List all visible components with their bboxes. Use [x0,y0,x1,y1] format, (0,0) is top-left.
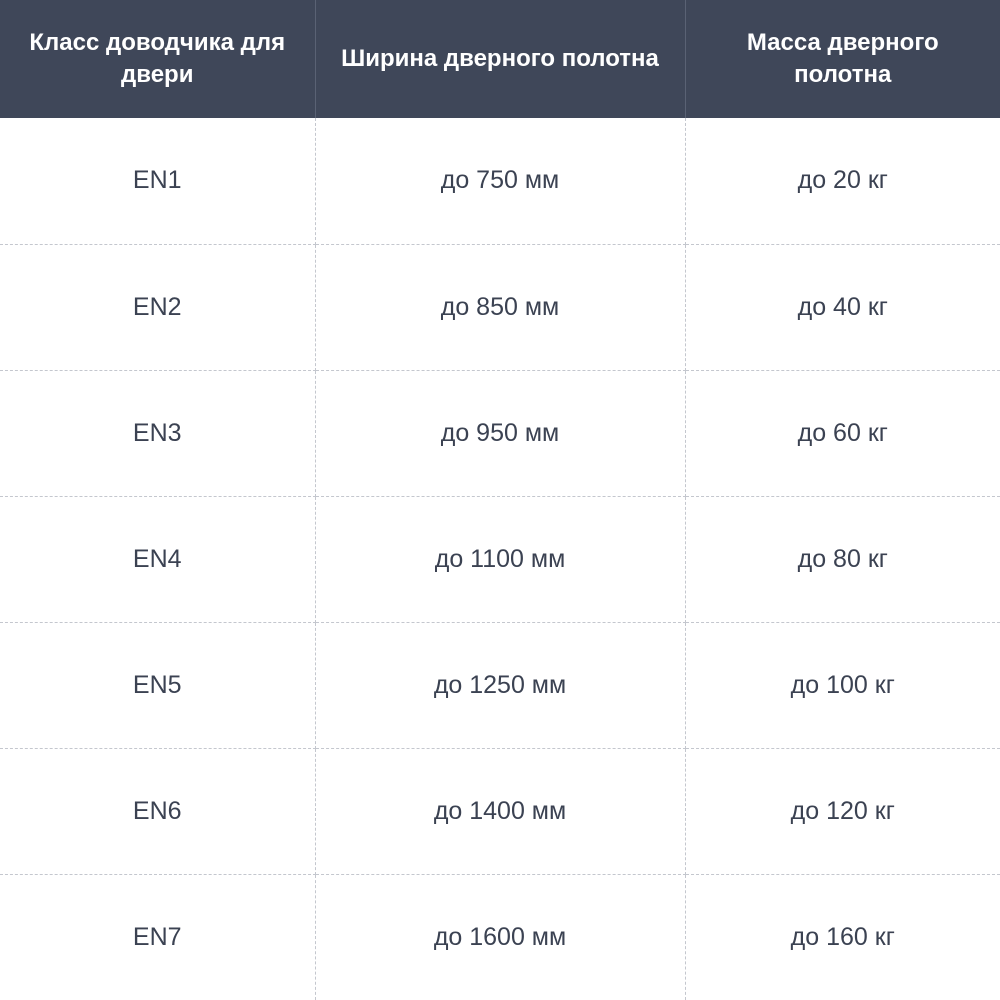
cell-door-mass: до 100 кг [685,622,1000,748]
cell-door-width: до 1600 мм [315,874,685,1000]
cell-door-mass: до 60 кг [685,370,1000,496]
cell-door-width: до 850 мм [315,244,685,370]
table-row [0,622,1000,748]
table-row [0,118,1000,244]
cell-closer-class: EN2 [0,244,315,370]
cell-door-width: до 1400 мм [315,748,685,874]
table-row [0,370,1000,496]
column-header-closer-class: Класс доводчика для двери [0,0,315,118]
table-body [0,118,1000,1000]
cell-door-width: до 950 мм [315,370,685,496]
cell-door-width: до 750 мм [315,118,685,244]
cell-closer-class: EN6 [0,748,315,874]
column-header-door-width: Ширина дверного полотна [315,0,685,118]
table-header [0,0,1000,118]
table-row [0,748,1000,874]
table-header-row [0,0,1000,118]
cell-closer-class: EN5 [0,622,315,748]
table-row [0,874,1000,1000]
cell-door-width: до 1250 мм [315,622,685,748]
table-row [0,496,1000,622]
cell-closer-class: EN1 [0,118,315,244]
cell-door-width: до 1100 мм [315,496,685,622]
table-row [0,244,1000,370]
cell-door-mass: до 160 кг [790,922,895,951]
cell-closer-class: EN7 [0,874,315,1000]
cell-door-mass: до 80 кг [685,496,1000,622]
cell-closer-class: EN4 [0,496,315,622]
column-header-door-mass: Масса дверного полотна [746,28,939,88]
cell-door-mass: до 40 кг [685,244,1000,370]
cell-closer-class: EN3 [0,370,315,496]
cell-door-mass: до 20 кг [685,118,1000,244]
cell-door-mass: до 120 кг [685,748,1000,874]
